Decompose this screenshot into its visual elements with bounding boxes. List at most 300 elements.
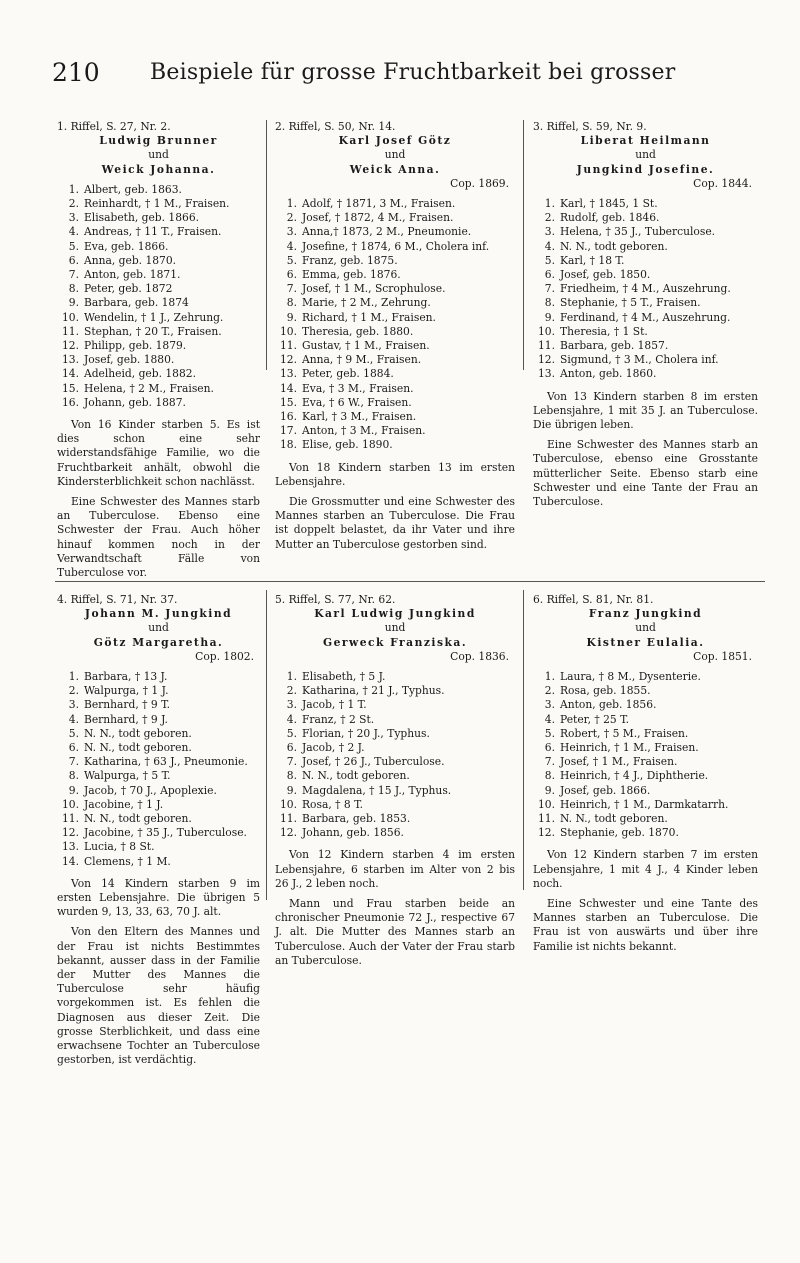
case-entry-1 <box>57 120 260 586</box>
child-entry <box>533 684 758 698</box>
child-text: Bernhard, † 9 J. <box>84 712 168 726</box>
child-entry <box>533 798 758 812</box>
child-number: 8. <box>286 769 297 783</box>
case-reference: 5. Riffel, S. 77, Nr. 62. <box>275 593 396 606</box>
mother-name: Weick Anna. <box>349 162 441 176</box>
und-label: und <box>635 148 656 162</box>
child-text: Peter, geb. 1872 <box>84 282 173 296</box>
case-notes <box>275 461 515 552</box>
child-text: N. N., todt geboren. <box>302 769 410 783</box>
copulation-date: Cop. 1836. <box>450 649 509 663</box>
child-number: 14. <box>62 367 79 381</box>
child-entry <box>275 382 515 396</box>
child-entry <box>533 211 758 225</box>
child-number: 1. <box>286 197 297 211</box>
child-entry <box>275 254 515 268</box>
child-number: 9. <box>68 783 79 797</box>
child-number: 10. <box>280 797 297 811</box>
child-number: 9. <box>286 783 297 797</box>
child-text: Theresia, geb. 1880. <box>302 324 414 338</box>
child-entry <box>57 382 260 396</box>
note-paragraph: Eine Schwester und eine Tante des Mannes starben an Tuberculose. Die Frau ist von auswärts und über ihre Familie ist nichts bekannt. <box>533 897 758 953</box>
child-text: Anton, geb. 1860. <box>560 367 657 381</box>
child-text: Jacob, † 70 J., Apoplexie. <box>84 783 217 797</box>
child-number: 11. <box>280 812 297 826</box>
child-number: 14. <box>280 381 297 395</box>
page-header <box>0 58 800 98</box>
child-entry <box>57 727 260 741</box>
child-number: 10. <box>538 797 555 811</box>
child-text: Heinrich, † 1 M., Fraisen. <box>560 741 699 755</box>
note-paragraph: Eine Schwester des Mannes starb an Tuberculose, ebenso eine Grosstante mütterlicher Seite. Ebenso starb eine Schwester und eine Tante der Frau an Tuberculose. <box>533 438 758 509</box>
child-entry <box>57 741 260 755</box>
child-number: 2. <box>544 211 555 225</box>
child-entry <box>57 755 260 769</box>
case-notes <box>533 390 758 510</box>
child-number: 13. <box>280 367 297 381</box>
child-entry <box>57 339 260 353</box>
case-reference: 6. Riffel, S. 81, Nr. 81. <box>533 593 654 606</box>
child-entry <box>57 268 260 282</box>
child-entry <box>533 727 758 741</box>
father-name: Franz Jungkind <box>588 607 703 621</box>
father-name: Liberat Heilmann <box>580 134 711 148</box>
running-title: Beispiele für grosse Fruchtbarkeit bei grosser <box>150 60 676 85</box>
child-number: 1. <box>544 197 555 211</box>
child-text: Richard, † 1 M., Fraisen. <box>302 310 436 324</box>
note-paragraph: Von den Eltern des Mannes und der Frau ist nichts Bestimmtes bekannt, ausser dass in der Familie der Mutter des Mannes die Tuberculose sehr häufig vorgekommen ist. Es fehlen die Diagnosen aus dieser Zeit. Die grosse Sterblichkeit, und dass eine erwachsene Tochter an Tuberculose gestorben, ist verdächtig. <box>57 925 260 1067</box>
child-text: Karl, † 1845, 1 St. <box>560 197 658 211</box>
child-entry <box>533 755 758 769</box>
child-entry <box>275 798 515 812</box>
child-entry <box>57 784 260 798</box>
child-text: Helena, † 35 J., Tuberculose. <box>560 225 716 239</box>
child-number: 10. <box>538 324 555 338</box>
child-text: Johann, geb. 1887. <box>84 395 186 409</box>
child-entry <box>57 353 260 367</box>
child-entry <box>57 855 260 869</box>
child-number: 2. <box>68 197 79 211</box>
child-number: 5. <box>544 253 555 267</box>
case-entry-4 <box>57 593 260 1074</box>
child-entry <box>57 769 260 783</box>
note-paragraph: Von 13 Kindern starben 8 im ersten Lebensjahre, 1 mit 35 J. an Tuberculose. Die übrigen leben. <box>533 389 758 432</box>
child-number: 1. <box>544 670 555 684</box>
child-number: 11. <box>538 812 555 826</box>
child-text: Josef, † 26 J., Tuberculose. <box>302 755 445 769</box>
child-text: Katharina, † 21 J., Typhus. <box>302 684 445 698</box>
child-number: 11. <box>62 812 79 826</box>
child-text: Wendelin, † 1 J., Zehrung. <box>84 310 224 324</box>
child-number: 12. <box>62 826 79 840</box>
copulation-date: Cop. 1844. <box>693 176 752 190</box>
child-entry <box>57 396 260 410</box>
case-reference: 1. Riffel, S. 27, Nr. 2. <box>57 120 171 133</box>
child-number: 10. <box>62 310 79 324</box>
note-paragraph: Eine Schwester des Mannes starb an Tuberculose. Ebenso eine Schwester der Frau. Auch höher hinauf kommen noch in der Verwandtschaft Fälle von Tuberculose vor. <box>57 495 260 580</box>
child-entry <box>533 713 758 727</box>
case-reference: 3. Riffel, S. 59, Nr. 9. <box>533 120 647 133</box>
child-entry <box>275 282 515 296</box>
child-text: Elisabeth, † 5 J. <box>302 670 386 684</box>
note-paragraph: Mann und Frau starben beide an chronischer Pneumonie 72 J., respective 67 J. alt. Die Mutter des Mannes starb an Tuberculose. Auch der Vater der Frau starb an Tuberculose. <box>275 897 515 967</box>
child-text: Anton, geb. 1856. <box>560 698 657 712</box>
child-entry <box>57 197 260 211</box>
child-text: Anna, † 9 M., Fraisen. <box>302 353 422 367</box>
und-label: und <box>635 621 656 635</box>
note-paragraph: Von 16 Kinder starben 5. Es ist dies schon eine sehr widerstandsfähige Familie, wo die Fruchtbarkeit anhält, obwohl die Kindersterblichkeit schon nachlässt. <box>57 418 260 488</box>
child-number: 7. <box>68 755 79 769</box>
child-entry <box>275 353 515 367</box>
case-reference: 4. Riffel, S. 71, Nr. 37. <box>57 593 178 606</box>
child-text: Josefine, † 1874, 6 M., Cholera inf. <box>302 239 490 253</box>
children-list <box>533 670 758 840</box>
child-number: 7. <box>68 268 79 282</box>
child-entry <box>533 353 758 367</box>
child-text: Josef, geb. 1850. <box>560 268 651 282</box>
child-entry <box>275 741 515 755</box>
child-entry <box>533 812 758 826</box>
case-notes <box>57 418 260 580</box>
child-number: 8. <box>68 282 79 296</box>
child-text: Josef, † 1 M., Scrophulose. <box>302 282 446 296</box>
child-number: 18. <box>280 438 297 452</box>
child-entry <box>275 713 515 727</box>
child-entry <box>533 254 758 268</box>
child-entry <box>57 225 260 239</box>
child-text: Stephan, † 20 T., Fraisen. <box>84 324 222 338</box>
child-number: 11. <box>62 324 79 338</box>
child-number: 5. <box>286 726 297 740</box>
father-name: Karl Josef Götz <box>338 134 452 148</box>
child-text: Anton, geb. 1871. <box>84 268 181 282</box>
child-entry <box>57 670 260 684</box>
child-number: 3. <box>68 698 79 712</box>
child-text: Gustav, † 1 M., Fraisen. <box>302 339 430 353</box>
child-entry <box>533 325 758 339</box>
child-number: 17. <box>280 424 297 438</box>
child-number: 4. <box>68 225 79 239</box>
child-number: 5. <box>544 726 555 740</box>
child-text: Rudolf, geb. 1846. <box>560 211 660 225</box>
child-number: 8. <box>286 296 297 310</box>
child-number: 4. <box>68 712 79 726</box>
column-divider <box>523 120 524 370</box>
und-label: und <box>384 621 406 635</box>
child-text: Eva, † 3 M., Fraisen. <box>302 381 414 395</box>
child-number: 6. <box>68 253 79 267</box>
child-text: N. N., todt geboren. <box>560 812 668 826</box>
child-entry <box>275 325 515 339</box>
child-number: 5. <box>68 239 79 253</box>
child-entry <box>533 769 758 783</box>
child-text: Josef, † 1872, 4 M., Fraisen. <box>302 211 454 225</box>
children-list <box>275 197 515 453</box>
child-number: 6. <box>544 741 555 755</box>
copulation-date: Cop. 1869. <box>450 176 509 190</box>
case-entry-3 <box>533 120 758 515</box>
child-entry <box>57 296 260 310</box>
child-number: 5. <box>68 726 79 740</box>
child-entry <box>275 424 515 438</box>
child-entry <box>57 325 260 339</box>
case-entry-2 <box>275 120 515 558</box>
child-number: 7. <box>286 282 297 296</box>
child-text: Adolf, † 1871, 3 M., Fraisen. <box>302 197 456 211</box>
child-text: Johann, geb. 1856. <box>302 826 404 840</box>
child-entry <box>57 840 260 854</box>
child-text: N. N., todt geboren. <box>84 741 192 755</box>
child-entry <box>275 225 515 239</box>
child-entry <box>57 826 260 840</box>
child-number: 2. <box>544 684 555 698</box>
child-entry <box>57 684 260 698</box>
child-entry <box>57 183 260 197</box>
child-text: Jacobine, † 35 J., Tuberculose. <box>84 826 247 840</box>
child-number: 13. <box>538 367 555 381</box>
child-text: Josef, † 1 M., Fraisen. <box>560 755 678 769</box>
mother-name: Kistner Eulalia. <box>586 635 705 649</box>
child-entry <box>275 296 515 310</box>
child-text: Jacob, † 2 J. <box>302 741 365 755</box>
child-number: 6. <box>544 268 555 282</box>
child-entry <box>275 670 515 684</box>
child-text: Peter, † 25 T. <box>560 712 630 726</box>
child-entry <box>275 410 515 424</box>
child-text: Barbara, geb. 1857. <box>560 339 669 353</box>
case-notes <box>275 848 515 968</box>
child-entry <box>275 339 515 353</box>
child-number: 2. <box>68 684 79 698</box>
child-entry <box>533 784 758 798</box>
child-text: Rosa, † 8 T. <box>302 797 364 811</box>
child-number: 16. <box>280 410 297 424</box>
child-text: Theresia, † 1 St. <box>560 324 648 338</box>
child-entry <box>57 254 260 268</box>
child-number: 9. <box>544 310 555 324</box>
child-entry <box>57 798 260 812</box>
child-text: Franz, geb. 1875. <box>302 253 398 267</box>
child-text: Katharina, † 63 J., Pneumonie. <box>84 755 248 769</box>
child-entry <box>57 282 260 296</box>
child-entry <box>275 311 515 325</box>
child-entry <box>57 311 260 325</box>
child-text: Elise, geb. 1890. <box>302 438 393 452</box>
child-number: 3. <box>544 225 555 239</box>
child-entry <box>57 812 260 826</box>
child-number: 3. <box>68 211 79 225</box>
case-notes <box>533 848 758 953</box>
child-text: Bernhard, † 9 T. <box>84 698 171 712</box>
child-entry <box>57 713 260 727</box>
mother-name: Götz Margaretha. <box>93 635 224 649</box>
child-number: 4. <box>544 712 555 726</box>
child-text: N. N., todt geboren. <box>84 726 192 740</box>
child-number: 1. <box>286 670 297 684</box>
child-text: Andreas, † 11 T., Fraisen. <box>84 225 222 239</box>
child-entry <box>533 741 758 755</box>
child-entry <box>533 311 758 325</box>
und-label: und <box>384 148 406 162</box>
child-entry <box>275 396 515 410</box>
note-paragraph: Von 18 Kindern starben 13 im ersten Lebensjahre. <box>275 460 515 488</box>
child-entry <box>275 197 515 211</box>
child-entry <box>533 826 758 840</box>
child-number: 16. <box>62 395 79 409</box>
child-number: 13. <box>62 353 79 367</box>
children-list <box>533 197 758 382</box>
child-number: 14. <box>62 854 79 868</box>
child-number: 4. <box>286 239 297 253</box>
child-entry <box>533 282 758 296</box>
child-text: Josef, geb. 1880. <box>84 353 175 367</box>
child-text: Laura, † 8 M., Dysenterie. <box>560 670 701 684</box>
child-text: Rosa, geb. 1855. <box>560 684 651 698</box>
copulation-date: Cop. 1851. <box>693 649 752 663</box>
child-number: 15. <box>280 395 297 409</box>
child-text: Anton, † 3 M., Fraisen. <box>302 424 426 438</box>
mother-name: Jungkind Josefine. <box>576 162 715 176</box>
children-list <box>275 670 515 840</box>
child-number: 2. <box>286 684 297 698</box>
child-entry <box>57 211 260 225</box>
child-text: Anna,† 1873, 2 M., Pneumonie. <box>302 225 472 239</box>
note-paragraph: Die Grossmutter und eine Schwester des Mannes starben an Tuberculose. Die Frau ist doppelt belastet, da ihr Vater und ihre Mutter an Tuberculose gestorben sind. <box>275 495 515 551</box>
father-name: Ludwig Brunner <box>99 134 218 148</box>
child-text: Eva, geb. 1866. <box>84 239 169 253</box>
child-entry <box>57 240 260 254</box>
child-text: Barbara, geb. 1853. <box>302 812 411 826</box>
child-entry <box>275 826 515 840</box>
child-number: 8. <box>544 769 555 783</box>
child-number: 2. <box>286 211 297 225</box>
child-number: 7. <box>544 282 555 296</box>
note-paragraph: Von 14 Kindern starben 9 im ersten Lebensjahre. Die übrigen 5 wurden 9, 13, 33, 63, 70 J. alt. <box>57 876 260 919</box>
child-text: Heinrich, † 1 M., Darmkatarrh. <box>560 797 729 811</box>
child-text: Marie, † 2 M., Zehrung. <box>302 296 431 310</box>
child-number: 3. <box>544 698 555 712</box>
child-entry <box>57 698 260 712</box>
child-text: Walpurga, † 1 J. <box>84 684 169 698</box>
case-entry-6 <box>533 593 758 960</box>
und-label: und <box>148 148 169 162</box>
note-paragraph: Von 12 Kindern starben 4 im ersten Lebensjahre, 6 starben im Alter von 2 bis 26 J., 2 leben noch. <box>275 848 515 890</box>
child-number: 11. <box>280 339 297 353</box>
child-number: 8. <box>68 769 79 783</box>
child-entry <box>533 367 758 381</box>
column-divider <box>523 590 524 890</box>
child-number: 1. <box>68 182 79 196</box>
case-notes <box>57 877 260 1068</box>
child-text: Karl, † 18 T. <box>560 253 625 267</box>
child-text: Lucia, † 8 St. <box>84 840 155 854</box>
child-entry <box>275 240 515 254</box>
child-number: 9. <box>544 783 555 797</box>
child-entry <box>275 684 515 698</box>
child-text: Stephanie, † 5 T., Fraisen. <box>560 296 701 310</box>
child-number: 6. <box>286 741 297 755</box>
child-text: Jacob, † 1 T. <box>302 698 367 712</box>
father-name: Johann M. Jungkind <box>84 607 233 621</box>
page-number: 210 <box>52 58 100 87</box>
child-number: 5. <box>286 253 297 267</box>
child-number: 4. <box>544 239 555 253</box>
child-text: Heinrich, † 4 J., Diphtherie. <box>560 769 709 783</box>
child-number: 10. <box>280 324 297 338</box>
child-number: 12. <box>538 826 555 840</box>
child-text: N. N., todt geboren. <box>84 812 192 826</box>
child-text: Helena, † 2 M., Fraisen. <box>84 381 214 395</box>
child-number: 11. <box>538 339 555 353</box>
child-entry <box>533 698 758 712</box>
child-number: 6. <box>286 268 297 282</box>
child-entry <box>275 784 515 798</box>
child-number: 7. <box>544 755 555 769</box>
case-reference: 2. Riffel, S. 50, Nr. 14. <box>275 120 396 133</box>
child-text: Robert, † 5 M., Fraisen. <box>560 726 689 740</box>
child-text: Jacobine, † 1 J. <box>84 797 164 811</box>
child-entry <box>275 755 515 769</box>
child-entry <box>533 670 758 684</box>
child-text: Philipp, geb. 1879. <box>84 339 187 353</box>
child-text: Florian, † 20 J., Typhus. <box>302 726 430 740</box>
note-paragraph: Von 12 Kindern starben 7 im ersten Lebensjahre, 1 mit 4 J., 4 Kinder leben noch. <box>533 848 758 890</box>
child-text: Adelheid, geb. 1882. <box>84 367 196 381</box>
child-text: Josef, geb. 1866. <box>560 783 651 797</box>
child-entry <box>533 339 758 353</box>
child-number: 13. <box>62 840 79 854</box>
child-number: 15. <box>62 381 79 395</box>
father-name: Karl Ludwig Jungkind <box>314 607 476 621</box>
mother-name: Weick Johanna. <box>101 162 216 176</box>
child-number: 10. <box>62 797 79 811</box>
child-entry <box>275 211 515 225</box>
child-text: Stephanie, geb. 1870. <box>560 826 679 840</box>
children-list <box>57 670 260 869</box>
child-number: 4. <box>286 712 297 726</box>
child-entry <box>275 698 515 712</box>
child-number: 9. <box>68 296 79 310</box>
child-number: 7. <box>286 755 297 769</box>
child-text: Peter, geb. 1884. <box>302 367 394 381</box>
column-divider <box>266 120 267 370</box>
child-number: 9. <box>286 310 297 324</box>
child-text: Magdalena, † 15 J., Typhus. <box>302 783 452 797</box>
child-number: 12. <box>280 826 297 840</box>
child-entry <box>275 812 515 826</box>
child-text: Reinhardt, † 1 M., Fraisen. <box>84 197 230 211</box>
copulation-date: Cop. 1802. <box>195 649 254 663</box>
child-number: 3. <box>286 698 297 712</box>
child-text: Elisabeth, geb. 1866. <box>84 211 200 225</box>
child-text: Emma, geb. 1876. <box>302 268 401 282</box>
child-text: Karl, † 3 M., Fraisen. <box>302 410 417 424</box>
child-number: 6. <box>68 741 79 755</box>
child-entry <box>275 438 515 452</box>
child-text: Eva, † 6 W., Fraisen. <box>302 395 412 409</box>
child-text: Friedheim, † 4 M., Auszehrung. <box>560 282 731 296</box>
child-number: 12. <box>280 353 297 367</box>
child-text: Walpurga, † 5 T. <box>84 769 171 783</box>
child-entry <box>275 727 515 741</box>
child-text: Clemens, † 1 M. <box>84 854 171 868</box>
und-label: und <box>148 621 169 635</box>
column-divider <box>266 590 267 900</box>
mother-name: Gerweck Franziska. <box>322 635 468 649</box>
child-number: 12. <box>538 353 555 367</box>
child-entry <box>533 268 758 282</box>
case-entry-5 <box>275 593 515 974</box>
